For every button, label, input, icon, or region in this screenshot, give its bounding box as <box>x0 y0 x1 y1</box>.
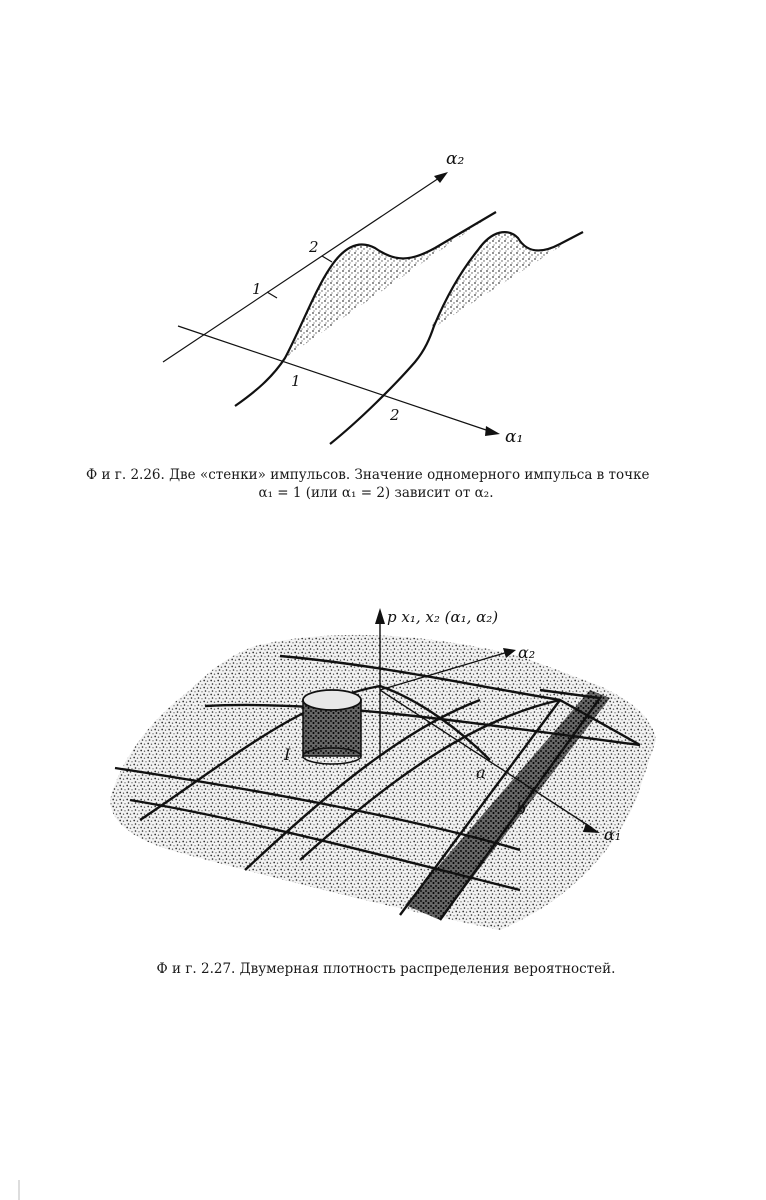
fig227-caption: Ф и г. 2.27. Двумерная плотность распределения вероятностей. <box>156 961 616 977</box>
fig226-label-a2: α₂ <box>446 149 465 169</box>
fig226-tick-a1-1-label: 1 <box>291 372 301 390</box>
fig227-label-a: a <box>476 763 486 782</box>
fig227-label-p: p x₁, x₂ (α₁, α₂) <box>387 608 499 626</box>
fig227-label-a2: α₂ <box>518 643 536 662</box>
fig226-tick-a2-2-label: 2 <box>309 238 319 256</box>
fig226-tick-a1-2-label: 2 <box>390 406 400 424</box>
fig227-label-region: I <box>284 745 291 764</box>
fig226-label-a1: α₁ <box>505 427 524 447</box>
fig227-density-plane <box>110 635 656 930</box>
fig226-tick-a2-1-label: 1 <box>252 280 262 298</box>
page-edge-mark <box>18 1180 20 1200</box>
fig227-label-a1: α₁ <box>604 825 622 844</box>
fig226-caption-line2: α₁ = 1 (или α₁ = 2) зависит от α₂. <box>258 485 494 501</box>
fig226-caption-line1: Ф и г. 2.26. Две «стенки» импульсов. Значение одномерного импульса в точке <box>86 467 650 483</box>
fig227-label-b: b <box>516 799 527 818</box>
fig227-cylinder <box>303 690 361 764</box>
fig227-arrow-p <box>375 608 385 624</box>
